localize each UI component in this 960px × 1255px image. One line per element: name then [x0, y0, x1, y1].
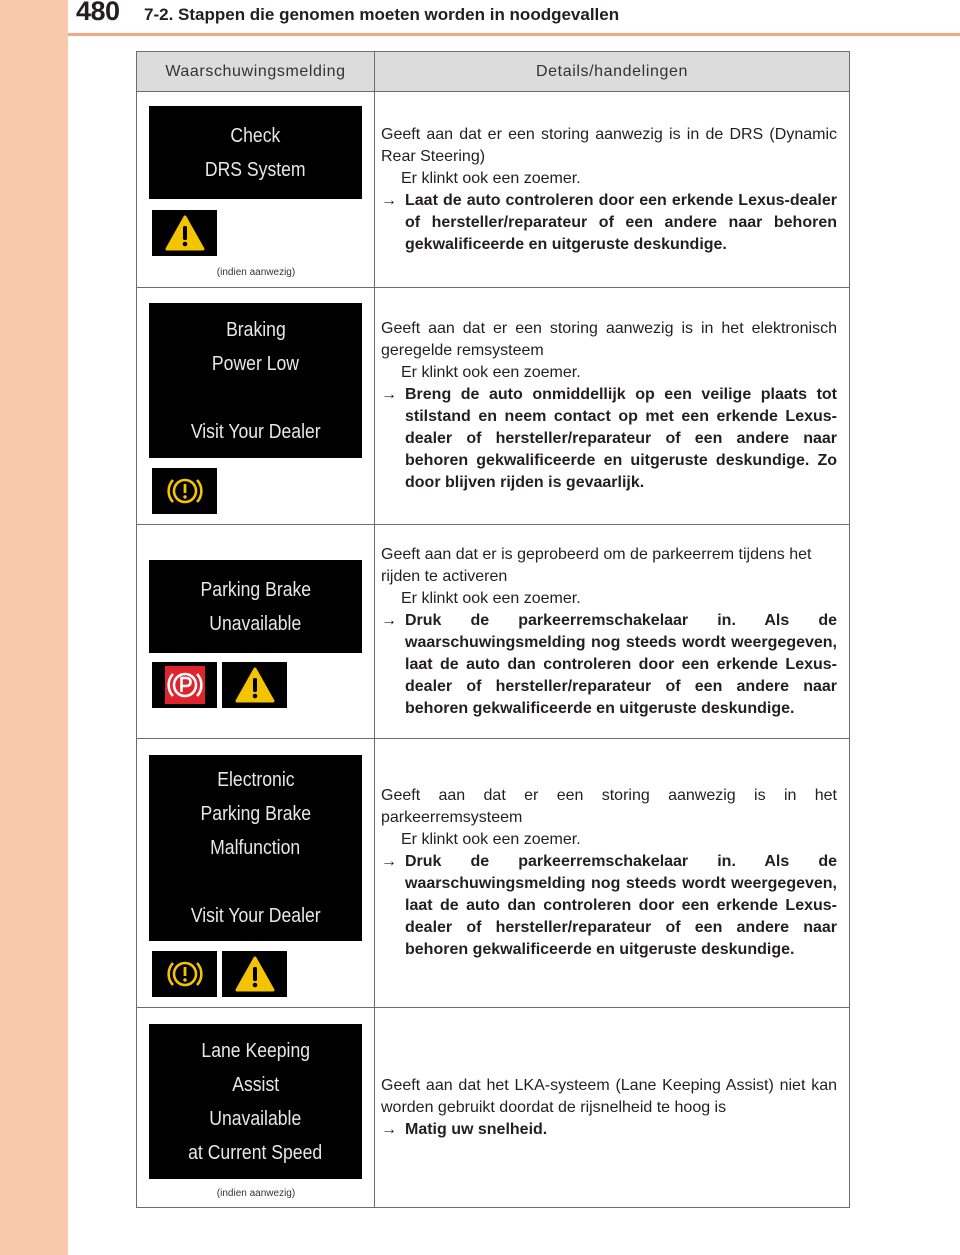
description-text: Geeft aan dat er is geprobeerd om de parkeerrem tijdens het rijden te activeren [381, 545, 812, 585]
table-row [137, 288, 850, 525]
indicator-light [152, 951, 217, 997]
screen-line: Unavailable [209, 612, 302, 635]
warning-triangle-icon [165, 214, 205, 252]
warning-message-table [136, 51, 850, 1208]
display-screen [149, 755, 362, 941]
screen-line: Electronic [216, 769, 295, 791]
description-text: Geeft aan dat er een storing aanwezig is in het parkeerremsysteem [381, 787, 837, 826]
action-text: Druk de parkeerremschakelaar in. Als de waarschuwingsmelding nog steeds wordt weergegeven, laat de auto dan controleren door een erkende Lexus-dealer of hersteller/reparateur of een andere naar behoren gekwalificeerde en uitgeruste deskundige. [405, 611, 837, 717]
header-rule [68, 33, 960, 36]
screen-line: Parking Brake [200, 803, 311, 825]
parking-brake-icon [165, 666, 205, 704]
page-number: 480 [76, 0, 120, 26]
details-cell [375, 525, 850, 739]
action-text: Matig uw snelheid. [405, 1120, 548, 1138]
description-text: Geeft aan dat er een storing aanwezig is in de DRS (Dynamic Rear Steering) [381, 125, 837, 165]
screen-line: at Current Speed [188, 1141, 323, 1164]
warning-cell [137, 92, 375, 288]
side-strip [0, 0, 68, 1255]
warning-triangle-icon [235, 955, 275, 993]
table-row [137, 525, 850, 739]
page-header [0, 0, 960, 36]
screen-line: Parking Brake [200, 578, 311, 601]
description-text: Geeft aan dat het LKA-systeem (Lane Keeping Assist) niet kan worden gebruikt doordat de rijsnelheid te hoog is [381, 1076, 837, 1116]
indicator-light [152, 210, 217, 256]
display-screen [149, 303, 362, 458]
table-row [137, 1008, 850, 1208]
indicator-light [222, 951, 287, 997]
buzzer-note: Er klinkt ook een zoemer. [401, 169, 581, 187]
section-title: 7-2. Stappen die genomen moeten worden in noodgevallen [144, 5, 620, 24]
indicator-light [152, 468, 217, 514]
arrow-icon: → [381, 853, 397, 870]
details-cell [375, 739, 850, 1008]
details-cell [375, 288, 850, 525]
availability-note: (indien aanwezig) [216, 267, 296, 278]
brake-warning-icon [165, 472, 205, 510]
screen-line: Power Low [211, 352, 300, 375]
details-cell [375, 92, 850, 288]
screen-line: Unavailable [209, 1107, 302, 1130]
screen-line: Braking [225, 318, 286, 341]
warning-cell [137, 739, 375, 1008]
buzzer-note: Er klinkt ook een zoemer. [401, 589, 581, 607]
screen-line: DRS System [205, 158, 306, 181]
warning-cell [137, 288, 375, 525]
display-screen [149, 1024, 362, 1179]
brake-warning-icon [165, 955, 205, 993]
table-row [137, 92, 850, 288]
arrow-icon: → [381, 386, 397, 403]
warning-triangle-icon [235, 666, 275, 704]
warning-cell [137, 1008, 375, 1208]
display-screen [149, 106, 362, 199]
screen-line: Assist [232, 1073, 279, 1096]
display-screen [149, 560, 362, 653]
table-row [137, 739, 850, 1008]
arrow-icon: → [381, 1120, 397, 1138]
warning-cell [137, 525, 375, 739]
indicator-light [152, 662, 217, 708]
details-cell [375, 1008, 850, 1208]
action-text: Druk de parkeerremschakelaar in. Als de waarschuwingsmelding nog steeds wordt weergegeven, laat de auto dan controleren door een erkende Lexus-dealer of hersteller/reparateur of een andere naar behoren gekwalificeerde en uitgeruste deskundige. [405, 853, 837, 958]
buzzer-note: Er klinkt ook een zoemer. [401, 831, 581, 848]
buzzer-note: Er klinkt ook een zoemer. [401, 364, 581, 381]
screen-line: Malfunction [210, 837, 301, 859]
action-text: Breng de auto onmiddellijk op een veilige plaats tot stilstand en neem contact op met een erkende Lexus-dealer of hersteller/reparateur of een andere naar behoren gekwalificeerde en uitgeruste deskundige. Zo door blijven rijden is gevaarlijk. [405, 386, 837, 491]
screen-line: Lane Keeping [201, 1039, 310, 1062]
screen-line: Visit Your Dealer [190, 420, 321, 443]
arrow-icon: → [381, 191, 397, 209]
availability-note: (indien aanwezig) [216, 1188, 296, 1199]
table-header-row [137, 52, 850, 92]
col-header-details: Details/handelingen [375, 52, 850, 92]
screen-line: Check [230, 124, 281, 147]
screen-line: Visit Your Dealer [190, 905, 321, 927]
description-text: Geeft aan dat er een storing aanwezig is in het elektronisch geregelde remsysteem [381, 320, 837, 359]
action-text: Laat de auto controleren door een erkende Lexus-dealer of hersteller/reparateur of een andere naar behoren gekwalificeerde en uitgeruste deskundige. [405, 191, 837, 253]
col-header-warning: Waarschuwingsmelding [137, 52, 375, 92]
arrow-icon: → [381, 611, 397, 629]
indicator-light [222, 662, 287, 708]
